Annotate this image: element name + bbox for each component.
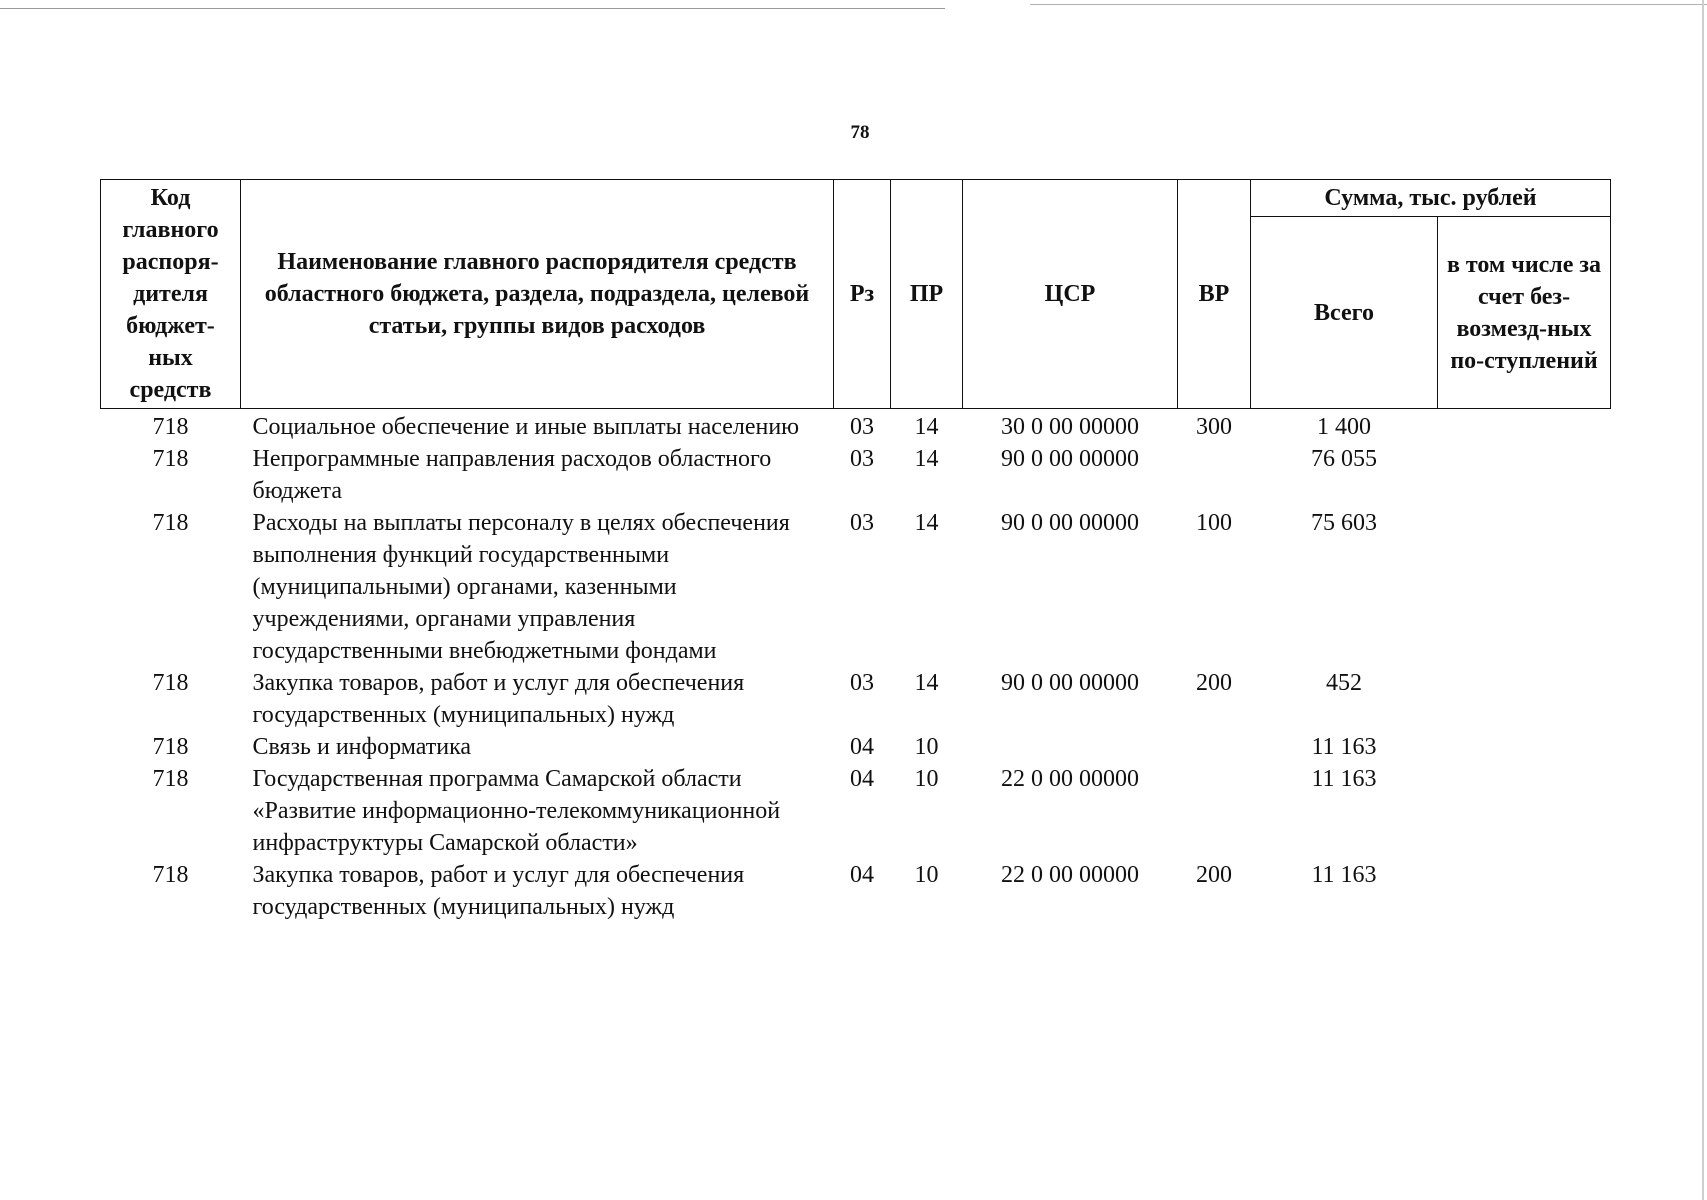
table-row — [101, 763, 1611, 859]
header-rz: Рз — [834, 180, 891, 409]
cell-pr: 10 — [914, 734, 939, 760]
table-row — [101, 443, 1611, 507]
cell-name: Государственная программа Самарской области «Развитие информационно-телекоммуникационной инфраструктуры Самарской области» — [252, 766, 781, 856]
cell-csr: 90 0 00 00000 — [1001, 446, 1139, 472]
cell-vr: 200 — [1196, 670, 1232, 696]
header-free: в том числе за счет без-возмезд-ных по-ступлений — [1438, 217, 1611, 409]
header-name: Наименование главного распорядителя средств областного бюджета, раздела, подраздела, целевой статьи, группы видов расходов — [241, 180, 834, 409]
table-header — [101, 180, 1611, 409]
cell-free — [1438, 731, 1611, 763]
cell-name: Социальное обеспечение и иные выплаты населению — [252, 414, 800, 440]
cell-rz: 03 — [850, 510, 874, 536]
cell-free — [1438, 667, 1611, 731]
cell-free — [1438, 763, 1611, 859]
cell-csr: 90 0 00 00000 — [1001, 510, 1139, 536]
cell-name: Закупка товаров, работ и услуг для обеспечения государственных (муниципальных) нужд — [252, 670, 745, 728]
cell-pr: 10 — [914, 862, 939, 888]
cell-vr — [1178, 443, 1251, 507]
cell-total: 1 400 — [1317, 414, 1371, 440]
cell-free — [1438, 443, 1611, 507]
cell-total: 11 163 — [1311, 734, 1377, 760]
table-row — [101, 409, 1611, 444]
cell-name: Расходы на выплаты персоналу в целях обеспечения выполнения функций государственными (муниципальными) органами, казенными учреждениями, органами управления государственными внебюджетными фондами — [252, 510, 790, 664]
cell-pr: 14 — [914, 510, 939, 536]
cell-free — [1438, 859, 1611, 923]
table-row — [101, 667, 1611, 731]
cell-vr — [1178, 731, 1251, 763]
cell-rz: 03 — [850, 414, 874, 440]
cell-pr: 14 — [914, 446, 939, 472]
header-total: Всего — [1251, 217, 1438, 409]
cell-name: Непрограммные направления расходов областного бюджета — [252, 446, 772, 504]
cell-rz: 03 — [850, 446, 874, 472]
cell-vr: 200 — [1196, 862, 1232, 888]
cell-pr: 14 — [914, 414, 939, 440]
table-row — [101, 507, 1611, 667]
cell-csr: 90 0 00 00000 — [1001, 670, 1139, 696]
cell-csr — [963, 731, 1178, 763]
scan-edge-line — [1030, 4, 1707, 5]
table-body — [101, 409, 1611, 924]
header-code: Код главного распоря-дителя бюджет-ных средств — [101, 180, 241, 409]
cell-code: 718 — [152, 446, 189, 472]
cell-pr: 14 — [914, 670, 939, 696]
budget-table — [100, 179, 1611, 923]
cell-vr: 300 — [1196, 414, 1232, 440]
header-pr: ПР — [891, 180, 963, 409]
cell-rz: 03 — [850, 670, 874, 696]
cell-total: 11 163 — [1311, 766, 1377, 792]
header-vr: ВР — [1178, 180, 1251, 409]
table-row — [101, 731, 1611, 763]
cell-code: 718 — [152, 862, 189, 888]
cell-vr: 100 — [1196, 510, 1232, 536]
cell-csr: 30 0 00 00000 — [1001, 414, 1139, 440]
cell-rz: 04 — [850, 734, 874, 760]
cell-total: 76 055 — [1311, 446, 1377, 472]
cell-pr: 10 — [914, 766, 939, 792]
cell-rz: 04 — [850, 862, 874, 888]
scan-edge-line — [0, 8, 945, 9]
cell-code: 718 — [152, 510, 189, 536]
cell-csr: 22 0 00 00000 — [1001, 862, 1139, 888]
header-sum: Сумма, тыс. рублей — [1251, 180, 1611, 217]
cell-free — [1438, 409, 1611, 444]
cell-name: Закупка товаров, работ и услуг для обеспечения государственных (муниципальных) нужд — [252, 862, 745, 920]
cell-total: 452 — [1326, 670, 1362, 696]
cell-total: 11 163 — [1311, 862, 1377, 888]
cell-code: 718 — [152, 734, 189, 760]
cell-total: 75 603 — [1311, 510, 1377, 536]
cell-csr: 22 0 00 00000 — [1001, 766, 1139, 792]
cell-code: 718 — [152, 670, 189, 696]
cell-rz: 04 — [850, 766, 874, 792]
cell-name: Связь и информатика — [252, 734, 472, 760]
cell-free — [1438, 507, 1611, 667]
cell-code: 718 — [152, 414, 189, 440]
cell-code: 718 — [152, 766, 189, 792]
cell-vr — [1178, 763, 1251, 859]
header-csr: ЦСР — [963, 180, 1178, 409]
table-row — [101, 859, 1611, 923]
scan-edge-line — [1702, 0, 1704, 1200]
page-number: 78 — [850, 122, 870, 143]
